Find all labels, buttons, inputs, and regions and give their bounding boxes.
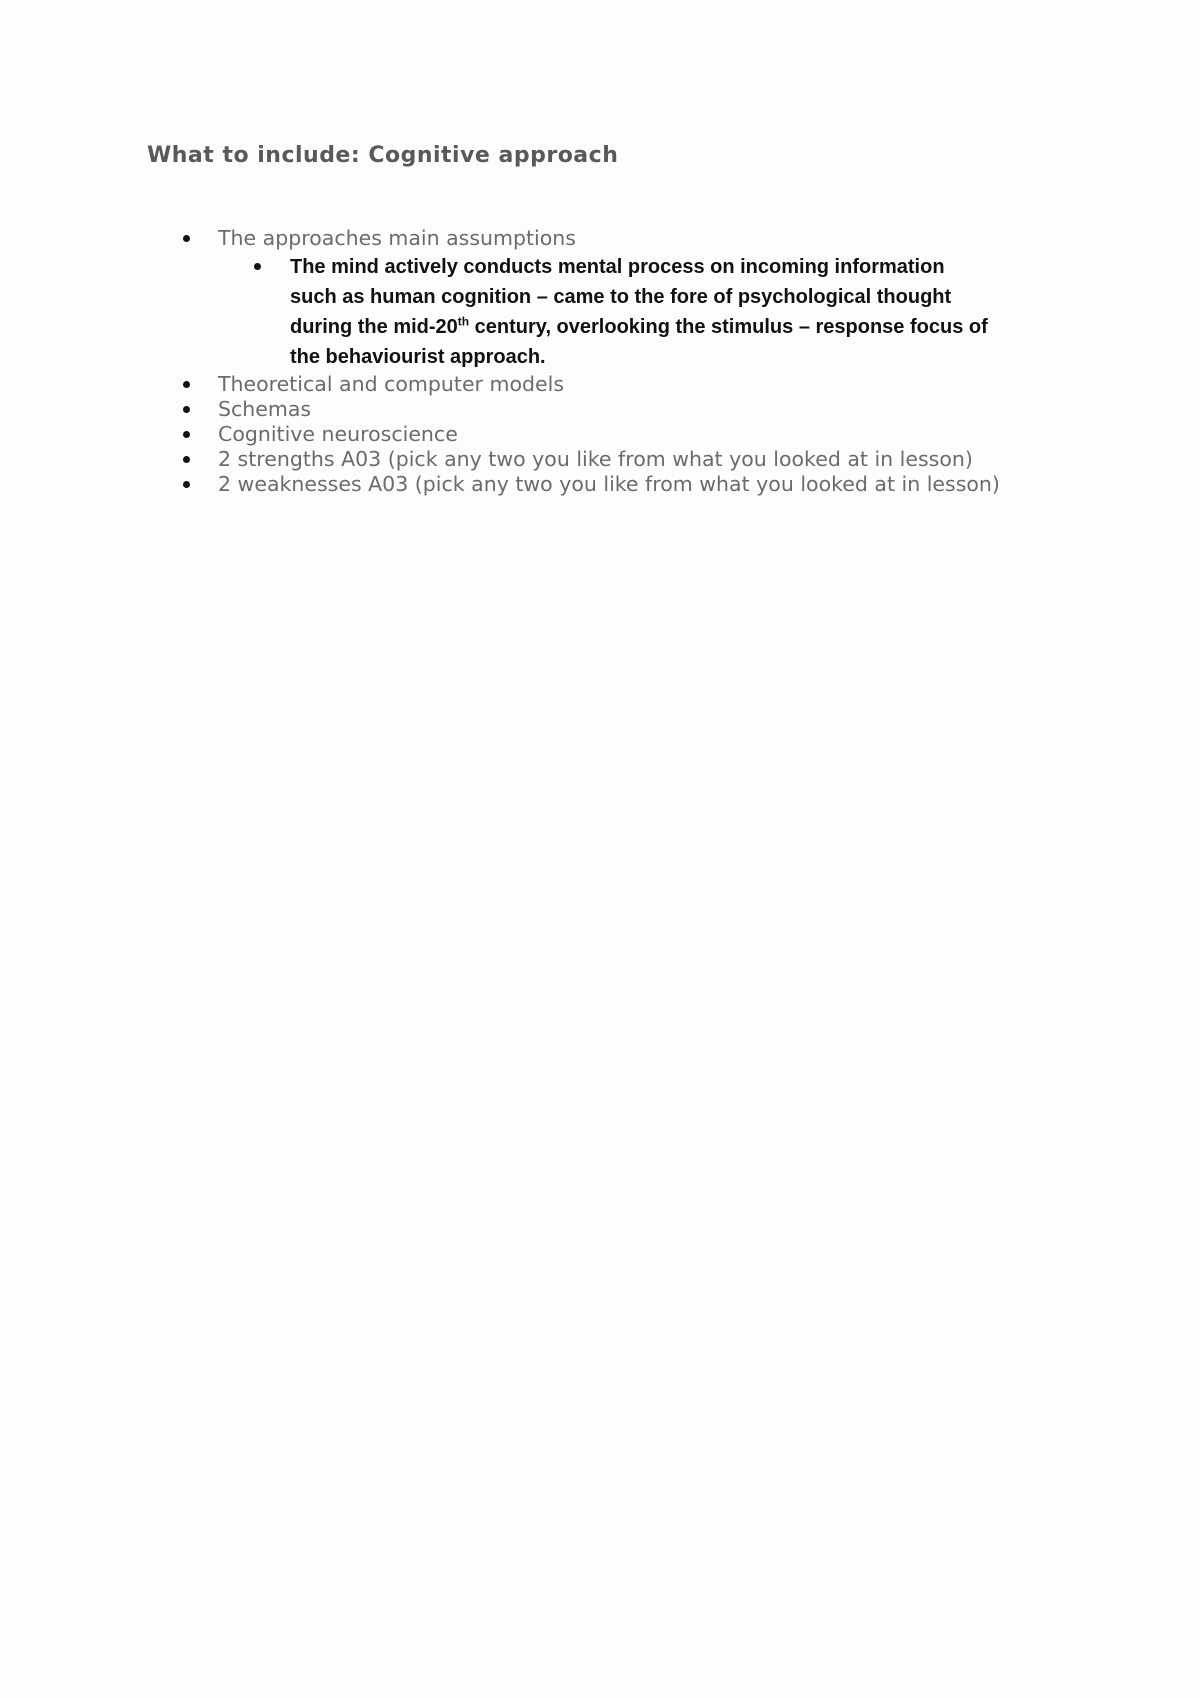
list-item-label: Schemas bbox=[218, 397, 312, 421]
document-title: What to include: Cognitive approach bbox=[147, 143, 619, 168]
list-item-label: 2 weaknesses A03 (pick any two you like from what you looked at in lesson) bbox=[218, 472, 1000, 496]
sub-item-superscript: th bbox=[457, 314, 470, 329]
bullet-icon bbox=[183, 456, 190, 463]
bullet-icon bbox=[254, 263, 261, 270]
list-item bbox=[147, 372, 1147, 397]
list-item-label: Theoretical and computer models bbox=[218, 372, 565, 396]
bullet-icon bbox=[183, 381, 190, 388]
bullet-icon bbox=[183, 481, 190, 488]
list-item bbox=[147, 472, 1147, 497]
bullet-icon bbox=[183, 406, 190, 413]
list-item-label: Cognitive neuroscience bbox=[218, 422, 458, 446]
sub-item-text-end: century, overlooking the stimulus – response focus of the behaviourist approach. bbox=[290, 316, 988, 368]
list-item bbox=[147, 422, 1147, 447]
list-item-label: The approaches main assumptions bbox=[218, 226, 576, 250]
bullet-icon bbox=[183, 235, 190, 242]
list-item bbox=[147, 226, 1147, 372]
sub-list-item bbox=[218, 252, 995, 372]
bullet-icon bbox=[183, 431, 190, 438]
list-item bbox=[147, 397, 1147, 422]
list-item-label: 2 strengths A03 (pick any two you like from what you looked at in lesson) bbox=[218, 447, 973, 471]
list-item bbox=[147, 447, 1147, 472]
sub-item-text-start: The mind actively conducts mental process on incoming information such as human cognition – came to the fore of psychological thought during the mid-20 bbox=[290, 256, 952, 338]
topic-list bbox=[147, 226, 1147, 497]
sub-list bbox=[218, 252, 1147, 372]
